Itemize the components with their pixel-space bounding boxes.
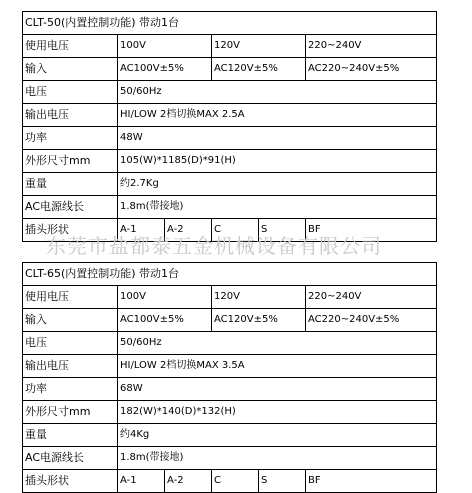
dimensions-value: 105(W)*1185(D)*91(H) [118,150,437,173]
power-value: 48W [118,127,437,150]
plug-type-a1: A-1 [118,219,165,242]
voltage-100v: 100V [118,286,212,309]
spec-table-clt-65 [22,262,437,493]
cable-value: 1.8m(带接地) [118,447,437,470]
plug-type-a1: A-1 [118,470,165,493]
input-220-240v: AC220~240V±5% [306,58,437,81]
table-row [23,286,437,309]
input-120v: AC120V±5% [212,309,306,332]
row-label-output: 输出电压 [23,355,118,378]
table-row [23,470,437,493]
input-100v: AC100V±5% [118,58,212,81]
table-row [23,58,437,81]
row-label-power: 功率 [23,127,118,150]
table-row [23,424,437,447]
output-value: HI/LOW 2档切换MAX 2.5A [118,104,437,127]
row-label-plug: 插头形状 [23,470,118,493]
row-label-dimensions: 外形尺寸mm [23,150,118,173]
table-row [23,309,437,332]
table-title-row [23,263,437,286]
plug-type-bf: BF [306,219,437,242]
row-label-voltage: 使用电压 [23,286,118,309]
table-row [23,196,437,219]
row-label-frequency: 电压 [23,81,118,104]
row-label-cable: AC电源线长 [23,447,118,470]
row-label-cable: AC电源线长 [23,196,118,219]
table-row [23,127,437,150]
plug-type-a2: A-2 [165,470,212,493]
input-220-240v: AC220~240V±5% [306,309,437,332]
table-row [23,173,437,196]
table-row [23,401,437,424]
weight-value: 约4Kg [118,424,437,447]
row-label-weight: 重量 [23,424,118,447]
table-title-row [23,12,437,35]
table-title: CLT-50(内置控制功能) 带动1台 [23,12,437,35]
table-row [23,35,437,58]
table-row [23,447,437,470]
plug-type-bf: BF [306,470,437,493]
weight-value: 约2.7Kg [118,173,437,196]
row-label-frequency: 电压 [23,332,118,355]
voltage-220-240v: 220~240V [306,35,437,58]
output-value: HI/LOW 2档切换MAX 3.5A [118,355,437,378]
row-label-output: 输出电压 [23,104,118,127]
row-label-input: 输入 [23,309,118,332]
voltage-120v: 120V [212,35,306,58]
table-row [23,378,437,401]
table-row [23,150,437,173]
table-title: CLT-65(内置控制功能) 带动1台 [23,263,437,286]
voltage-120v: 120V [212,286,306,309]
plug-type-s: S [259,219,306,242]
plug-type-c: C [212,470,259,493]
table-row [23,332,437,355]
plug-type-c: C [212,219,259,242]
row-label-input: 输入 [23,58,118,81]
company-watermark: 东莞市盐都泰五金机械设备有限公司 [46,234,382,258]
table-row [23,81,437,104]
table-row [23,355,437,378]
plug-type-s: S [259,470,306,493]
frequency-value: 50/60Hz [118,332,437,355]
power-value: 68W [118,378,437,401]
voltage-100v: 100V [118,35,212,58]
table-row [23,104,437,127]
cable-value: 1.8m(带接地) [118,196,437,219]
frequency-value: 50/60Hz [118,81,437,104]
spec-table-clt-50 [22,11,437,242]
row-label-dimensions: 外形尺寸mm [23,401,118,424]
voltage-220-240v: 220~240V [306,286,437,309]
input-100v: AC100V±5% [118,309,212,332]
plug-type-a2: A-2 [165,219,212,242]
row-label-weight: 重量 [23,173,118,196]
row-label-power: 功率 [23,378,118,401]
row-label-voltage: 使用电压 [23,35,118,58]
dimensions-value: 182(W)*140(D)*132(H) [118,401,437,424]
row-label-plug: 插头形状 [23,219,118,242]
input-120v: AC120V±5% [212,58,306,81]
